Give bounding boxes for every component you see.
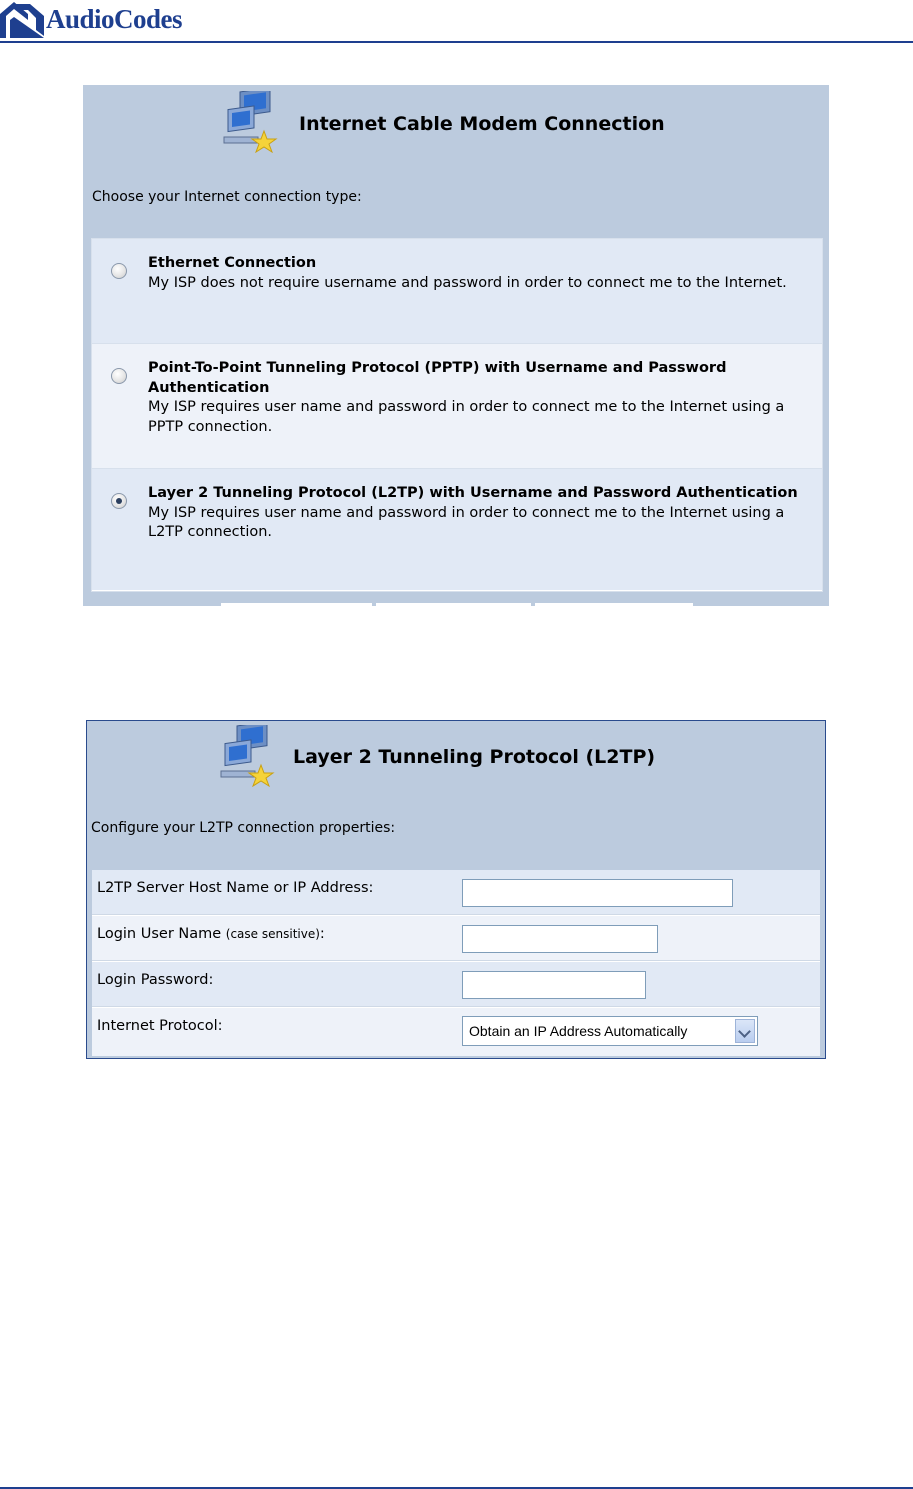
field-row-password [92, 962, 820, 1007]
internet-protocol-select[interactable] [462, 1016, 758, 1046]
option-description: My ISP requires user name and password in order to connect me to the Internet using a L2TP connection. [148, 504, 785, 540]
server-host-input[interactable] [462, 879, 733, 907]
l2tp-settings-panel [86, 720, 826, 1059]
login-username-input[interactable] [462, 925, 658, 953]
option-title: Ethernet Connection [148, 255, 317, 271]
brand-name: AudioCodes [46, 3, 183, 34]
field-row-protocol [92, 1008, 820, 1056]
field-row-server [92, 870, 820, 915]
option-title: Layer 2 Tunneling Protocol (L2TP) with Username and Password Authentication [148, 485, 798, 501]
option-pptp[interactable] [92, 344, 822, 469]
panel-subtitle: Choose your Internet connection type: [92, 189, 362, 205]
l2tp-fields [92, 870, 820, 1056]
radio-ethernet[interactable] [111, 263, 127, 279]
panel-title: Layer 2 Tunneling Protocol (L2TP) [293, 746, 656, 768]
case-sensitive-note: (case sensitive) [225, 927, 320, 941]
audiocodes-logo-icon [0, 0, 44, 38]
field-label: Login User Name (case sensitive): [97, 926, 325, 942]
field-label: L2TP Server Host Name or IP Address: [97, 880, 374, 896]
radio-l2tp[interactable] [111, 493, 127, 509]
computer-star-icon [218, 91, 282, 153]
connection-options [91, 238, 823, 592]
panel-title: Internet Cable Modem Connection [299, 113, 665, 135]
radio-pptp[interactable] [111, 368, 127, 384]
chevron-down-icon[interactable] [735, 1019, 755, 1043]
field-label: Login Password: [97, 972, 214, 988]
connection-type-panel [83, 85, 829, 603]
panel-subtitle: Configure your L2TP connection properties: [91, 820, 396, 836]
brand-logo [0, 0, 182, 38]
option-l2tp[interactable] [92, 469, 822, 590]
option-description: My ISP does not require username and password in order to connect me to the Internet. [148, 274, 787, 291]
computer-star-icon [215, 725, 279, 787]
option-description: My ISP requires user name and password in order to connect me to the Internet using a PPTP connection. [148, 399, 785, 435]
cropped-tab-strip [83, 603, 829, 606]
header-divider [0, 41, 913, 43]
option-ethernet[interactable] [92, 239, 822, 344]
field-row-username [92, 916, 820, 961]
select-value: Obtain an IP Address Automatically [469, 1023, 688, 1039]
field-label: Internet Protocol: [97, 1018, 223, 1034]
login-password-input[interactable] [462, 971, 646, 999]
option-title: Point-To-Point Tunneling Protocol (PPTP) with Username and Password Authentication [148, 360, 727, 396]
